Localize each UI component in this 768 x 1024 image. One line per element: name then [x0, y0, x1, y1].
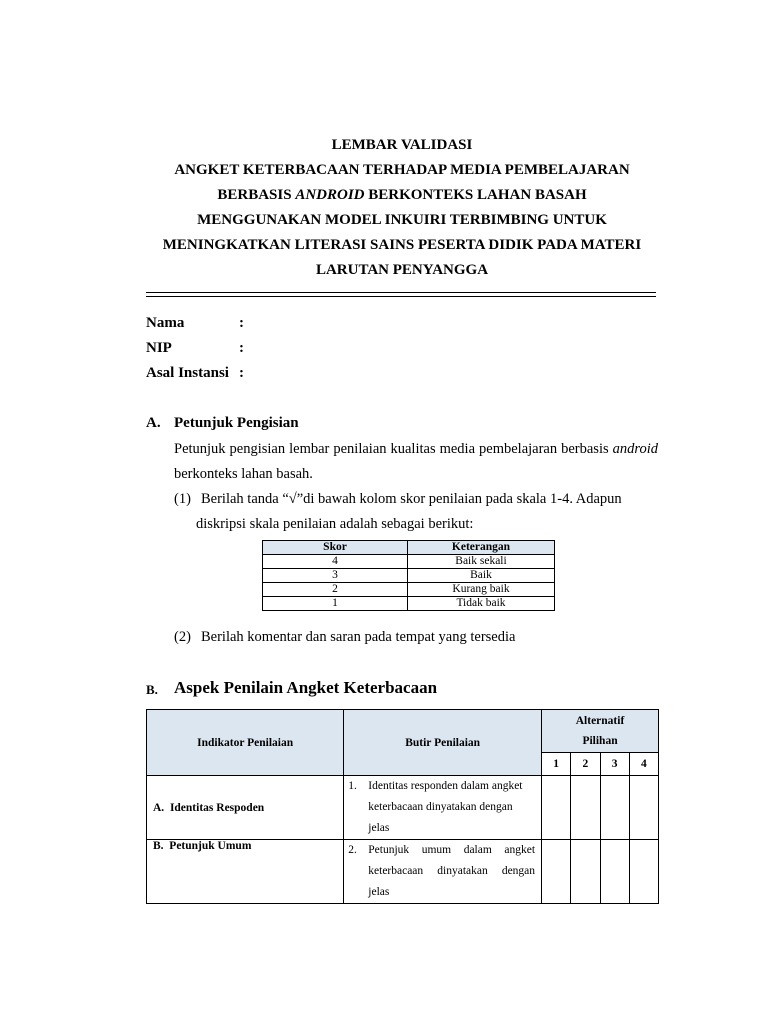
indikator-label: Petunjuk Umum	[169, 840, 252, 852]
title-text: BERBASIS	[217, 187, 296, 203]
field-colon: :	[239, 315, 244, 331]
title-line: MENINGKATKAN LITERASI SAINS PESERTA DIDIK PADA MATERI	[162, 237, 642, 253]
section-a-heading	[146, 415, 299, 432]
table-cell: Kurang baik	[408, 583, 555, 597]
column-header-butir: Butir Penilaian	[344, 710, 542, 776]
table-row	[263, 583, 555, 597]
butir-number: 1.	[348, 780, 357, 792]
title-line: ANGKET KETERBACAAN TERHADAP MEDIA PEMBELAJARAN	[174, 162, 630, 178]
intro-text: berkonteks lahan basah.	[174, 466, 313, 482]
scale-table	[262, 540, 555, 611]
intro-text-italic: android	[612, 441, 658, 457]
divider-rule	[146, 292, 656, 293]
indikator-cell	[147, 776, 344, 840]
score-column-header: 4	[629, 753, 658, 776]
table-header-row	[263, 541, 555, 555]
title-line	[146, 183, 658, 208]
header-text: Pilihan	[582, 735, 618, 747]
field-colon: :	[239, 340, 244, 356]
column-header-alternatif	[542, 710, 659, 753]
score-column-header: 2	[571, 753, 600, 776]
document-title	[146, 133, 658, 283]
instruction-item-1-line1: Berilah tanda “√”di bawah kolom skor penilaian pada skala 1-4. Adapun	[201, 491, 622, 507]
section-a-intro	[174, 437, 658, 487]
score-column-header: 1	[542, 753, 571, 776]
field-nip	[146, 340, 244, 357]
table-row	[147, 840, 659, 904]
instruction-item-1-line2: diskripsi skala penilaian adalah sebagai berikut:	[196, 516, 474, 532]
assessment-table	[146, 709, 659, 904]
column-header-indikator: Indikator Penilaian	[147, 710, 344, 776]
section-b-letter: B.	[146, 682, 158, 697]
score-cell[interactable]	[571, 840, 600, 904]
title-line: MENGGUNAKAN MODEL INKUIRI TERBIMBING UNTUK	[197, 212, 607, 228]
score-cell[interactable]	[600, 776, 629, 840]
score-cell[interactable]	[629, 840, 658, 904]
score-cell[interactable]	[542, 776, 571, 840]
indikator-label: Identitas Respoden	[169, 801, 265, 814]
butir-cell	[344, 840, 542, 904]
table-cell: 2	[263, 583, 408, 597]
field-label: Nama	[146, 315, 185, 331]
table-cell: 3	[263, 569, 408, 583]
table-row	[263, 597, 555, 611]
section-b-title: Aspek Penilain Angket Keterbacaan	[174, 678, 438, 697]
score-column-header: 3	[600, 753, 629, 776]
score-cell[interactable]	[629, 776, 658, 840]
title-line: LARUTAN PENYANGGA	[315, 262, 489, 278]
title-text: BERKONTEKS LAHAN BASAH	[364, 187, 587, 203]
table-row	[263, 569, 555, 583]
field-asal-instansi	[146, 365, 244, 382]
butir-number: 2.	[348, 844, 357, 856]
field-label: Asal Instansi	[146, 365, 229, 381]
divider-rule	[146, 296, 656, 297]
instruction-item-1-number: (1)	[174, 491, 191, 507]
section-letter: A.	[146, 415, 161, 431]
intro-text: Petunjuk pengisian lembar penilaian kualitas media pembelajaran berbasis	[174, 441, 613, 457]
indikator-letter: B.	[153, 840, 164, 852]
table-row	[263, 555, 555, 569]
instruction-item-2-number: (2)	[174, 629, 191, 645]
column-header: Skor	[263, 541, 408, 555]
butir-text: Identitas responden dalam angket keterbacaan dinyatakan dengan jelas	[368, 780, 523, 834]
title-line: LEMBAR VALIDASI	[331, 137, 473, 153]
column-header: Keterangan	[408, 541, 555, 555]
table-cell: Baik sekali	[408, 555, 555, 569]
section-title: Petunjuk Pengisian	[174, 415, 299, 431]
table-cell: Tidak baik	[408, 597, 555, 611]
table-cell: 1	[263, 597, 408, 611]
score-cell[interactable]	[600, 840, 629, 904]
table-cell: 4	[263, 555, 408, 569]
butir-cell	[344, 776, 542, 840]
field-nama	[146, 315, 244, 332]
field-colon: :	[239, 365, 244, 381]
field-label: NIP	[146, 340, 172, 356]
butir-text: Petunjuk umum dalam angket keterbacaan dinyatakan dengan jelas	[368, 844, 536, 898]
header-text: Alternatif	[575, 715, 625, 727]
indikator-letter: A.	[153, 801, 165, 814]
score-cell[interactable]	[571, 776, 600, 840]
table-header-row	[147, 710, 659, 753]
table-row	[147, 776, 659, 840]
instruction-item-2-text: Berilah komentar dan saran pada tempat yang tersedia	[201, 629, 516, 645]
title-text-italic: ANDROID	[295, 187, 365, 203]
indikator-cell	[147, 840, 344, 904]
table-cell: Baik	[408, 569, 555, 583]
score-cell[interactable]	[542, 840, 571, 904]
